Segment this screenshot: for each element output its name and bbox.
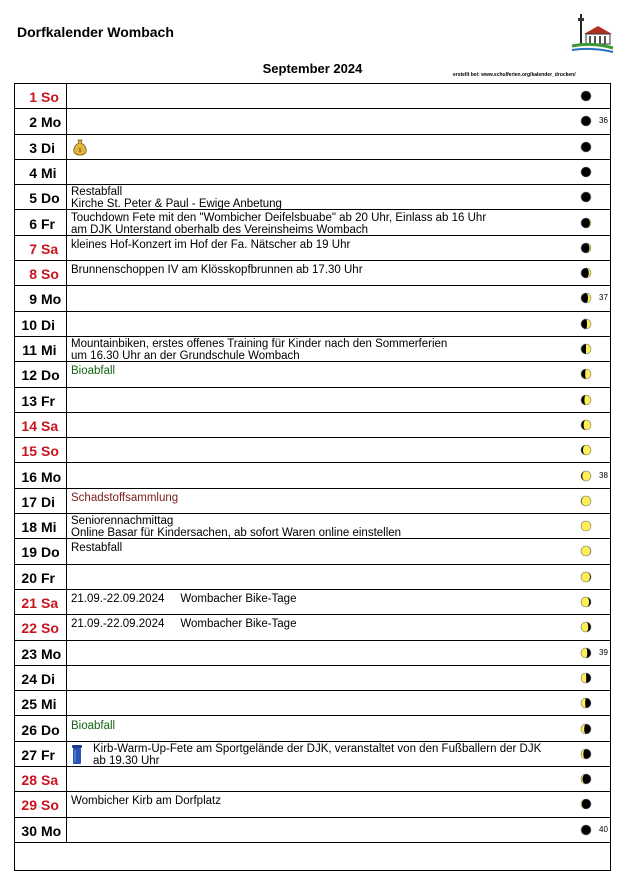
moon-phase-icon (580, 191, 592, 203)
event-text (71, 795, 571, 807)
day-number: 4 (29, 164, 37, 181)
week-number: 38 (599, 470, 608, 480)
event-text (71, 515, 571, 539)
week-number: 36 (599, 116, 608, 126)
day-number: 17 (21, 493, 37, 510)
day-number: 23 (21, 645, 37, 662)
weekday-name: Sa (41, 595, 59, 611)
moon-phase-icon (580, 217, 592, 229)
day-row (15, 286, 610, 311)
event-text (71, 593, 571, 605)
day-row (15, 514, 610, 539)
day-number: 9 (29, 291, 37, 308)
day-number: 13 (21, 392, 37, 409)
day-row (15, 135, 610, 160)
event-line: ab 19.30 Uhr (93, 754, 160, 767)
event-text (71, 239, 571, 251)
day-number: 10 (21, 316, 37, 333)
day-number: 27 (21, 746, 37, 763)
day-row (15, 211, 610, 236)
trash-bin-icon (71, 744, 83, 765)
day-number: 29 (21, 797, 37, 814)
day-row (15, 337, 610, 362)
event-line: Bioabfall (71, 365, 116, 378)
weekday-name: Fr (41, 746, 55, 763)
event-text (71, 720, 571, 732)
event-line: Mountainbiken, erstes offenes Training für Kinder nach den Sommerferien (71, 338, 448, 350)
day-row (15, 792, 610, 817)
day-row (15, 767, 610, 792)
moon-phase-icon (580, 621, 592, 633)
event-line: Bioabfall (71, 719, 116, 732)
moon-phase-icon (580, 115, 592, 127)
moon-phase-icon (580, 444, 592, 456)
day-row (15, 109, 610, 134)
day-number: 25 (21, 696, 37, 713)
church-logo-icon (570, 10, 614, 54)
event-line: Kirche St. Peter & Paul - Ewige Anbetung (71, 198, 282, 211)
event-text (71, 186, 571, 210)
day-row (15, 489, 610, 514)
moon-phase-icon (580, 419, 592, 431)
day-row (15, 312, 610, 337)
day-row (15, 261, 610, 286)
weekday-name: Di (41, 139, 55, 156)
weekday-name: Sa (41, 772, 59, 789)
weekday-name: Do (41, 544, 60, 561)
day-row (15, 641, 610, 666)
event-date-range: 21.09.-22.09.2024 (71, 618, 165, 631)
day-number: 16 (21, 468, 37, 485)
moon-phase-icon (580, 798, 592, 810)
day-number: 15 (21, 443, 37, 460)
event-line: Brunnenschoppen IV am Klösskopfbrunnen ab 17.30 Uhr (71, 264, 363, 277)
moon-phase-icon (580, 748, 592, 760)
moon-phase-icon (580, 368, 592, 380)
day-number: 6 (29, 215, 37, 232)
moon-phase-icon (580, 697, 592, 709)
day-number: 5 (29, 190, 37, 207)
moon-phase-icon (580, 90, 592, 102)
event-line: Schadstoffsammlung (71, 491, 179, 504)
weekday-name: So (41, 89, 59, 105)
day-row (15, 691, 610, 716)
day-number: 19 (21, 544, 37, 561)
day-row (15, 438, 610, 463)
day-number: 24 (21, 670, 37, 687)
event-line: Online Basar für Kindersachen, ab sofort Waren online einstellen (71, 527, 402, 540)
day-row (15, 236, 610, 261)
weekday-name: Di (41, 493, 55, 510)
weekday-name: So (41, 797, 59, 814)
moon-phase-icon (580, 343, 592, 355)
calendar-grid (14, 83, 611, 871)
moon-phase-icon (580, 242, 592, 254)
weekday-name: Sa (41, 417, 59, 434)
money-bag-icon (72, 137, 88, 157)
month-title: September 2024 (262, 61, 363, 76)
moon-phase-icon (580, 292, 592, 304)
day-number: 12 (21, 367, 37, 384)
weekday-name: Do (41, 721, 60, 738)
moon-phase-icon (580, 647, 592, 659)
day-number: 8 (29, 266, 37, 283)
day-row (15, 464, 610, 489)
weekday-name: So (41, 266, 59, 283)
weekday-name: Do (41, 190, 60, 207)
weekday-name: So (41, 620, 59, 637)
weekday-name: Sa (41, 240, 59, 257)
event-text (71, 264, 571, 276)
weekday-name: Di (41, 316, 55, 333)
event-date-range: 21.09.-22.09.2024 (71, 593, 165, 605)
moon-phase-icon (580, 470, 592, 482)
day-number: 14 (21, 417, 37, 434)
day-row (15, 84, 610, 109)
moon-phase-icon (580, 267, 592, 279)
svg-text:$: $ (78, 146, 82, 154)
day-row (15, 717, 610, 742)
moon-phase-icon (580, 723, 592, 735)
weekday-name: Fr (41, 569, 55, 586)
event-text (71, 492, 571, 504)
moon-phase-icon (580, 571, 592, 583)
moon-phase-icon (580, 495, 592, 507)
weekday-name: Mo (41, 645, 62, 662)
event-line: Wombicher Kirb am Dorfplatz (71, 795, 221, 808)
event-title: Wombacher Bike-Tage (180, 593, 297, 605)
credit-note: erstellt bei: www.schulferien.org/kalender_drucken/ (453, 72, 576, 78)
moon-phase-icon (580, 520, 592, 532)
event-text (93, 743, 593, 767)
day-row (15, 565, 610, 590)
weekday-name: Fr (41, 215, 55, 232)
event-line: Seniorennachmittag (71, 515, 174, 528)
week-number: 40 (599, 824, 608, 834)
day-row (15, 590, 610, 615)
event-text (71, 542, 571, 554)
day-number: 2 (29, 114, 37, 131)
weekday-name: Di (41, 670, 55, 687)
moon-phase-icon (580, 773, 592, 785)
day-row (15, 388, 610, 413)
event-text (71, 212, 571, 236)
calendar-title: Dorfkalender Wombach (17, 24, 174, 40)
day-number: 22 (21, 620, 37, 637)
weekday-name: Mo (41, 114, 62, 131)
event-line: Restabfall (71, 542, 123, 555)
moon-phase-icon (580, 141, 592, 153)
event-line: Touchdown Fete mit den "Wombicher Deifelsbuabe" ab 20 Uhr, Einlass ab 16 Uhr (71, 211, 487, 224)
day-row (15, 413, 610, 438)
event-text (71, 365, 571, 377)
weekday-name: Mo (41, 822, 62, 839)
weekday-name: Mo (41, 291, 62, 308)
moon-phase-icon (580, 318, 592, 330)
moon-phase-icon (580, 824, 592, 836)
day-number: 28 (21, 772, 37, 789)
weekday-name: Mi (41, 696, 57, 713)
event-title: Wombacher Bike-Tage (180, 618, 297, 631)
day-row (15, 742, 610, 767)
event-line: Kirb-Warm-Up-Fete am Sportgelände der DJK, veranstaltet von den Fußballern der DJK (93, 742, 542, 755)
day-number: 30 (21, 822, 37, 839)
day-number: 7 (29, 240, 37, 257)
day-row (15, 818, 610, 843)
weekday-name: So (41, 443, 59, 460)
moon-phase-icon (580, 672, 592, 684)
week-number: 37 (599, 293, 608, 303)
weekday-name: Mi (41, 342, 57, 358)
weekday-name: Mi (41, 519, 57, 536)
day-number: 20 (21, 569, 37, 586)
day-number: 18 (21, 519, 37, 536)
day-row (15, 362, 610, 387)
event-text (71, 338, 571, 362)
day-number: 21 (21, 595, 37, 611)
day-number: 1 (29, 89, 37, 105)
event-line: am DJK Unterstand oberhalb des Vereinsheims Wombach (71, 223, 369, 236)
moon-phase-icon (580, 166, 592, 178)
day-row (15, 160, 610, 185)
day-row (15, 666, 610, 691)
day-number: 26 (21, 721, 37, 738)
day-row (15, 185, 610, 210)
day-row (15, 539, 610, 564)
day-number: 11 (22, 342, 37, 358)
weekday-name: Mi (41, 164, 57, 181)
moon-phase-icon (580, 394, 592, 406)
event-line: kleines Hof-Konzert im Hof der Fa. Nätscher ab 19 Uhr (71, 238, 351, 251)
day-row (15, 615, 610, 640)
event-text (71, 618, 571, 630)
moon-phase-icon (580, 545, 592, 557)
moon-phase-icon (580, 596, 592, 608)
event-line: Restabfall (71, 186, 123, 199)
weekday-name: Do (41, 367, 60, 384)
week-number: 39 (599, 647, 608, 657)
event-line: um 16.30 Uhr an der Grundschule Wombach (71, 350, 300, 362)
weekday-name: Mo (41, 468, 62, 485)
day-number: 3 (29, 139, 37, 156)
weekday-name: Fr (41, 392, 55, 409)
